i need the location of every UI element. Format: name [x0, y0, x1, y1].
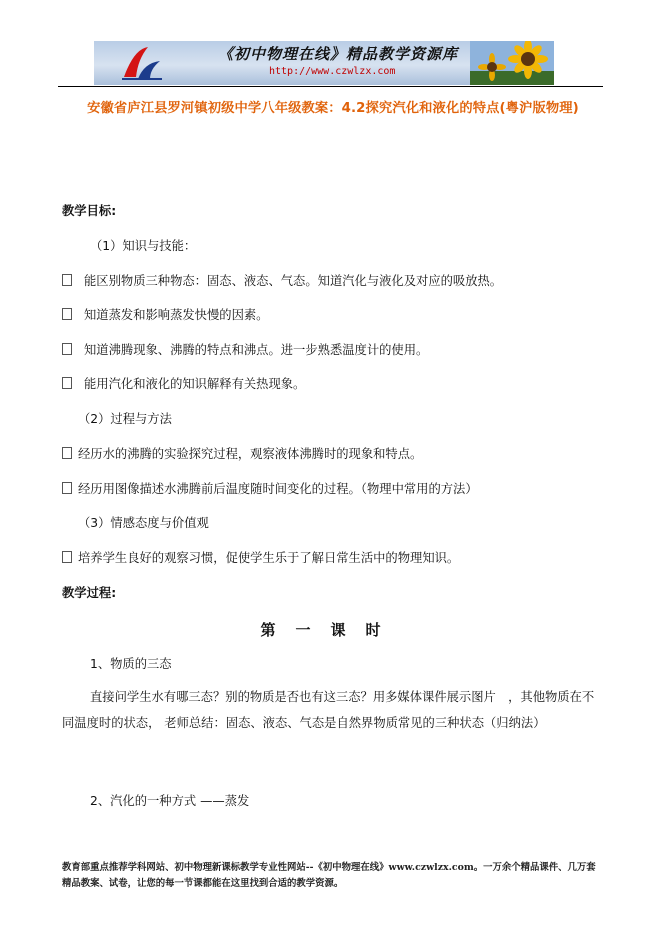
list-item: 经历水的沸腾的实验探究过程，观察液体沸腾时的现象和特点。: [62, 446, 422, 462]
site-logo: [120, 43, 164, 83]
knowledge-heading: （1）知识与技能：: [90, 239, 197, 253]
section-1-heading: 1、物质的三态: [90, 657, 172, 671]
list-item: 能用汽化和液化的知识解释有关热现象。: [62, 376, 305, 392]
process-heading: 教学过程:: [62, 586, 117, 600]
bullet-box-icon: [62, 377, 72, 389]
page-footer: 教育部重点推荐学科网站、初中物理新课标教学专业性网站--《初中物理在线》www.czwlzx.com。一万余个精品课件、几万套精品教案、试卷，让您的每一节课都能在这里找到合适的教学资源。: [62, 862, 596, 889]
process-method-heading: （2）过程与方法: [78, 412, 172, 426]
list-item: 知道蒸发和影响蒸发快慢的因素。: [62, 307, 268, 323]
sunflower-image: [470, 41, 554, 85]
goals-heading: 教学目标:: [62, 204, 117, 218]
document-title: 安徽省庐江县罗河镇初级中学八年级教案：4.2探究汽化和液化的特点(粤沪版物理): [87, 101, 579, 116]
bullet-box-icon: [62, 482, 72, 494]
list-item: 经历用图像描述水沸腾前后温度随时间变化的过程。（物理中常用的方法）: [62, 481, 478, 497]
section-2-heading: 2、汽化的一种方式 ——蒸发: [90, 794, 250, 808]
section-1-text: 直接问学生水有哪三态？别的物质是否也有这三态？用多媒体课件展示图片 ，其他物质在不同温度时的状态， 老师总结：固态、液态、气态是自然界物质常见的三种状态（归纳法）: [62, 690, 595, 730]
bullet-box-icon: [62, 274, 72, 286]
header-rule: [58, 86, 603, 87]
attitude-heading: （3）情感态度与价值观: [78, 516, 209, 530]
lesson-title: 第一课时: [260, 621, 401, 639]
list-item: 知道沸腾现象、沸腾的特点和沸点。进一步熟悉温度计的使用。: [62, 342, 428, 358]
banner-site-title: 《初中物理在线》精品教学资源库: [218, 45, 459, 63]
banner-site-url: http://www.czwlzx.com: [269, 66, 396, 77]
bullet-box-icon: [62, 447, 72, 459]
list-item: 培养学生良好的观察习惯，促使学生乐于了解日常生活中的物理知识。: [62, 550, 459, 566]
bullet-box-icon: [62, 343, 72, 355]
list-item: 能区别物质三种物态：固态、液态、气态。知道汽化与液化及对应的吸放热。: [62, 273, 502, 289]
bullet-box-icon: [62, 551, 72, 563]
bullet-box-icon: [62, 308, 72, 320]
site-banner: [94, 41, 554, 85]
